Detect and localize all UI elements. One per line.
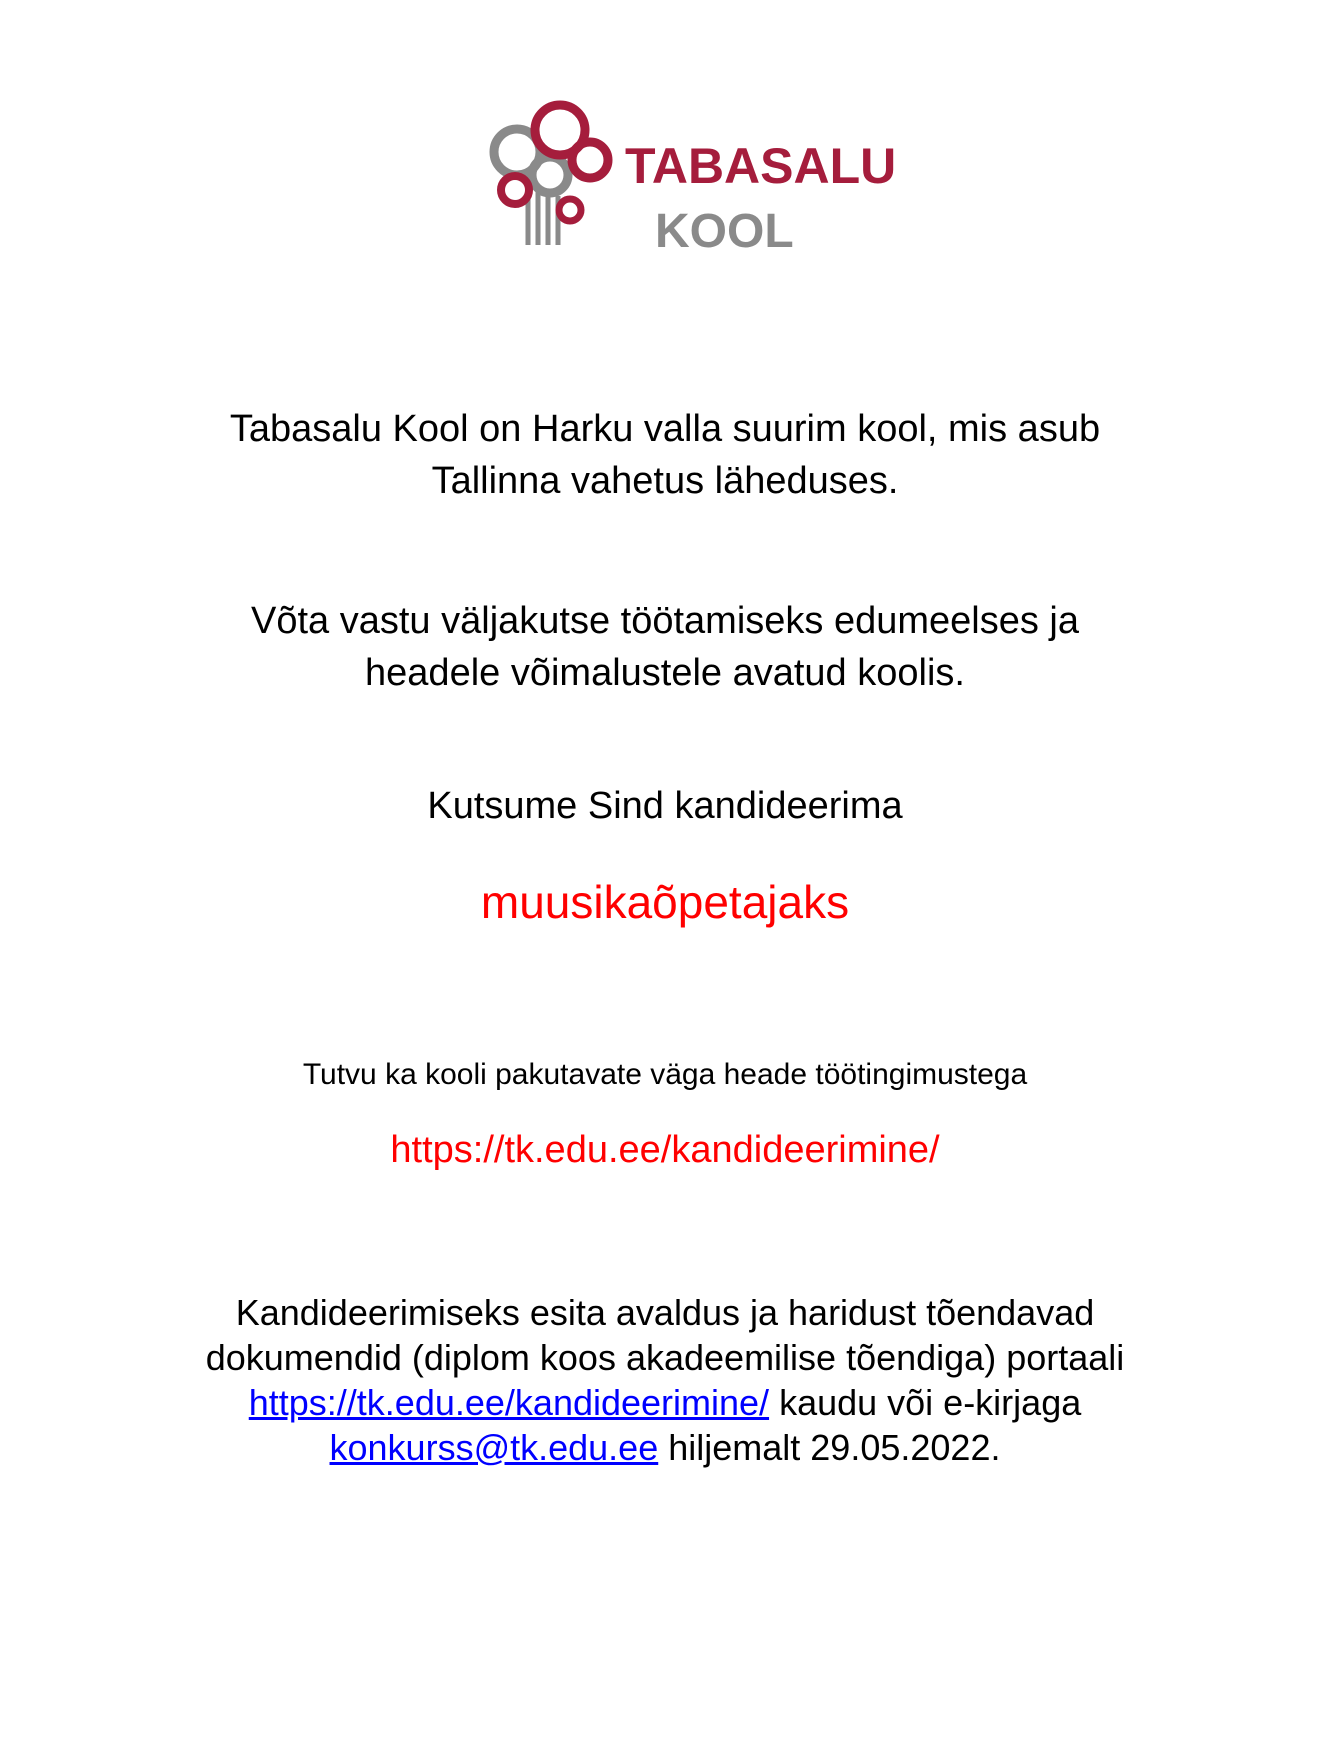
logo-text-kool: KOOL xyxy=(655,205,794,258)
position-title: muusikaõpetajaks xyxy=(480,876,850,928)
logo-text-tabasalu: TABASALU xyxy=(625,138,897,194)
intro-paragraph xyxy=(0,403,1330,507)
challenge-paragraph xyxy=(0,595,1330,699)
deadline-text: hiljemalt 29.05.2022. xyxy=(658,1427,1001,1468)
school-logo xyxy=(485,100,897,260)
challenge-line-2: headele võimalustele avatud koolis. xyxy=(365,652,965,694)
apply-line-4 xyxy=(0,1425,1330,1470)
career-url: https://tk.edu.ee/kandideerimine/ xyxy=(390,1129,940,1171)
intro-line-1: Tabasalu Kool on Harku valla suurim kool, mis asub xyxy=(229,408,1101,450)
apply-link[interactable]: https://tk.edu.ee/kandideerimine/ xyxy=(248,1382,770,1423)
apply-line-1: Kandideerimiseks esita avaldus ja haridust tõendavad xyxy=(235,1292,1095,1333)
tree-emblem-icon xyxy=(494,105,608,245)
apply-line-2: dokumendid (diplom koos akadeemilise tõendiga) portaali xyxy=(205,1337,1125,1378)
email-link[interactable]: konkurss@tk.edu.ee xyxy=(329,1427,659,1468)
invite-text: Kutsume Sind kandideerima xyxy=(427,785,903,827)
challenge-line-1: Võta vastu väljakutse töötamiseks edumeelses ja xyxy=(251,600,1079,642)
conditions-text: Tutvu ka kooli pakutavate väga heade töötingimustega xyxy=(302,1058,1028,1091)
apply-line-3-rest: kaudu või e-kirjaga xyxy=(769,1382,1082,1423)
apply-line-3 xyxy=(0,1380,1330,1425)
intro-line-2: Tallinna vahetus läheduses. xyxy=(431,460,899,502)
apply-paragraph xyxy=(0,1290,1330,1470)
